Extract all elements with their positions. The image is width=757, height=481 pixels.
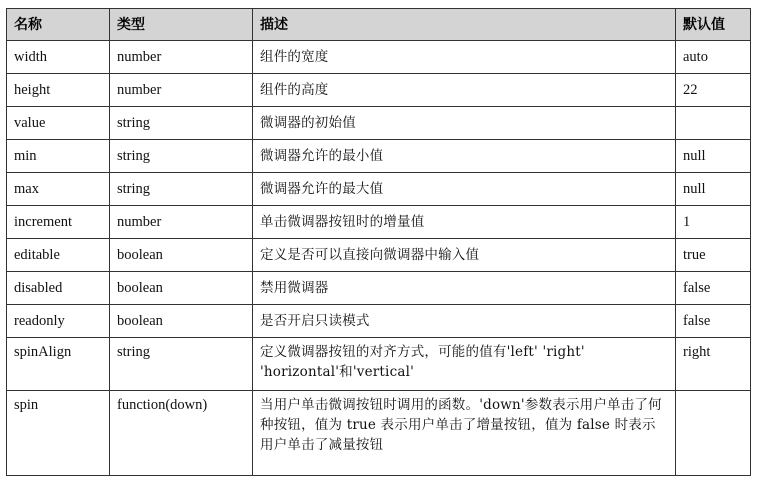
cell-name: spin xyxy=(7,391,110,476)
cell-type: number xyxy=(110,41,253,74)
cell-type: string xyxy=(110,173,253,206)
cell-default: 22 xyxy=(676,74,751,107)
table-header xyxy=(7,9,751,41)
cell-name: max xyxy=(7,173,110,206)
cell-type: number xyxy=(110,206,253,239)
cell-description: 组件的宽度 xyxy=(253,41,676,74)
table-row xyxy=(7,74,751,107)
cell-name: value xyxy=(7,107,110,140)
cell-default: false xyxy=(676,272,751,305)
header-type: 类型 xyxy=(110,9,253,41)
properties-table xyxy=(6,8,751,476)
header-row xyxy=(7,9,751,41)
table-row xyxy=(7,338,751,391)
table-row xyxy=(7,140,751,173)
cell-type: boolean xyxy=(110,272,253,305)
cell-description: 微调器的初始值 xyxy=(253,107,676,140)
cell-name: disabled xyxy=(7,272,110,305)
cell-name: increment xyxy=(7,206,110,239)
table-row xyxy=(7,107,751,140)
cell-description: 是否开启只读模式 xyxy=(253,305,676,338)
cell-name: readonly xyxy=(7,305,110,338)
cell-type: number xyxy=(110,74,253,107)
cell-type: boolean xyxy=(110,305,253,338)
cell-default xyxy=(676,107,751,140)
cell-description: 定义微调器按钮的对齐方式，可能的值有'left' 'right' 'horizontal'和'vertical' xyxy=(253,338,676,391)
cell-name: width xyxy=(7,41,110,74)
cell-description: 禁用微调器 xyxy=(253,272,676,305)
cell-type: boolean xyxy=(110,239,253,272)
cell-name: spinAlign xyxy=(7,338,110,391)
table-row xyxy=(7,305,751,338)
table-body xyxy=(7,41,751,476)
cell-default: null xyxy=(676,140,751,173)
cell-type: string xyxy=(110,107,253,140)
cell-description: 微调器允许的最大值 xyxy=(253,173,676,206)
cell-description: 组件的高度 xyxy=(253,74,676,107)
cell-description: 定义是否可以直接向微调器中输入值 xyxy=(253,239,676,272)
table-row xyxy=(7,272,751,305)
cell-type: string xyxy=(110,338,253,391)
cell-description: 微调器允许的最小值 xyxy=(253,140,676,173)
cell-name: height xyxy=(7,74,110,107)
cell-default: false xyxy=(676,305,751,338)
table-row xyxy=(7,173,751,206)
cell-default xyxy=(676,391,751,476)
header-default: 默认值 xyxy=(676,9,751,41)
cell-default: right xyxy=(676,338,751,391)
cell-name: min xyxy=(7,140,110,173)
cell-name: editable xyxy=(7,239,110,272)
cell-default: 1 xyxy=(676,206,751,239)
cell-description: 单击微调器按钮时的增量值 xyxy=(253,206,676,239)
cell-type: function(down) xyxy=(110,391,253,476)
header-description: 描述 xyxy=(253,9,676,41)
cell-default: null xyxy=(676,173,751,206)
table-row xyxy=(7,206,751,239)
table-row xyxy=(7,239,751,272)
table-row xyxy=(7,391,751,476)
cell-default: auto xyxy=(676,41,751,74)
cell-description: 当用户单击微调按钮时调用的函数。'down'参数表示用户单击了何种按钮，值为 true 表示用户单击了增量按钮，值为 false 时表示用户单击了减量按钮 xyxy=(253,391,676,476)
cell-type: string xyxy=(110,140,253,173)
cell-default: true xyxy=(676,239,751,272)
table-row xyxy=(7,41,751,74)
header-name: 名称 xyxy=(7,9,110,41)
